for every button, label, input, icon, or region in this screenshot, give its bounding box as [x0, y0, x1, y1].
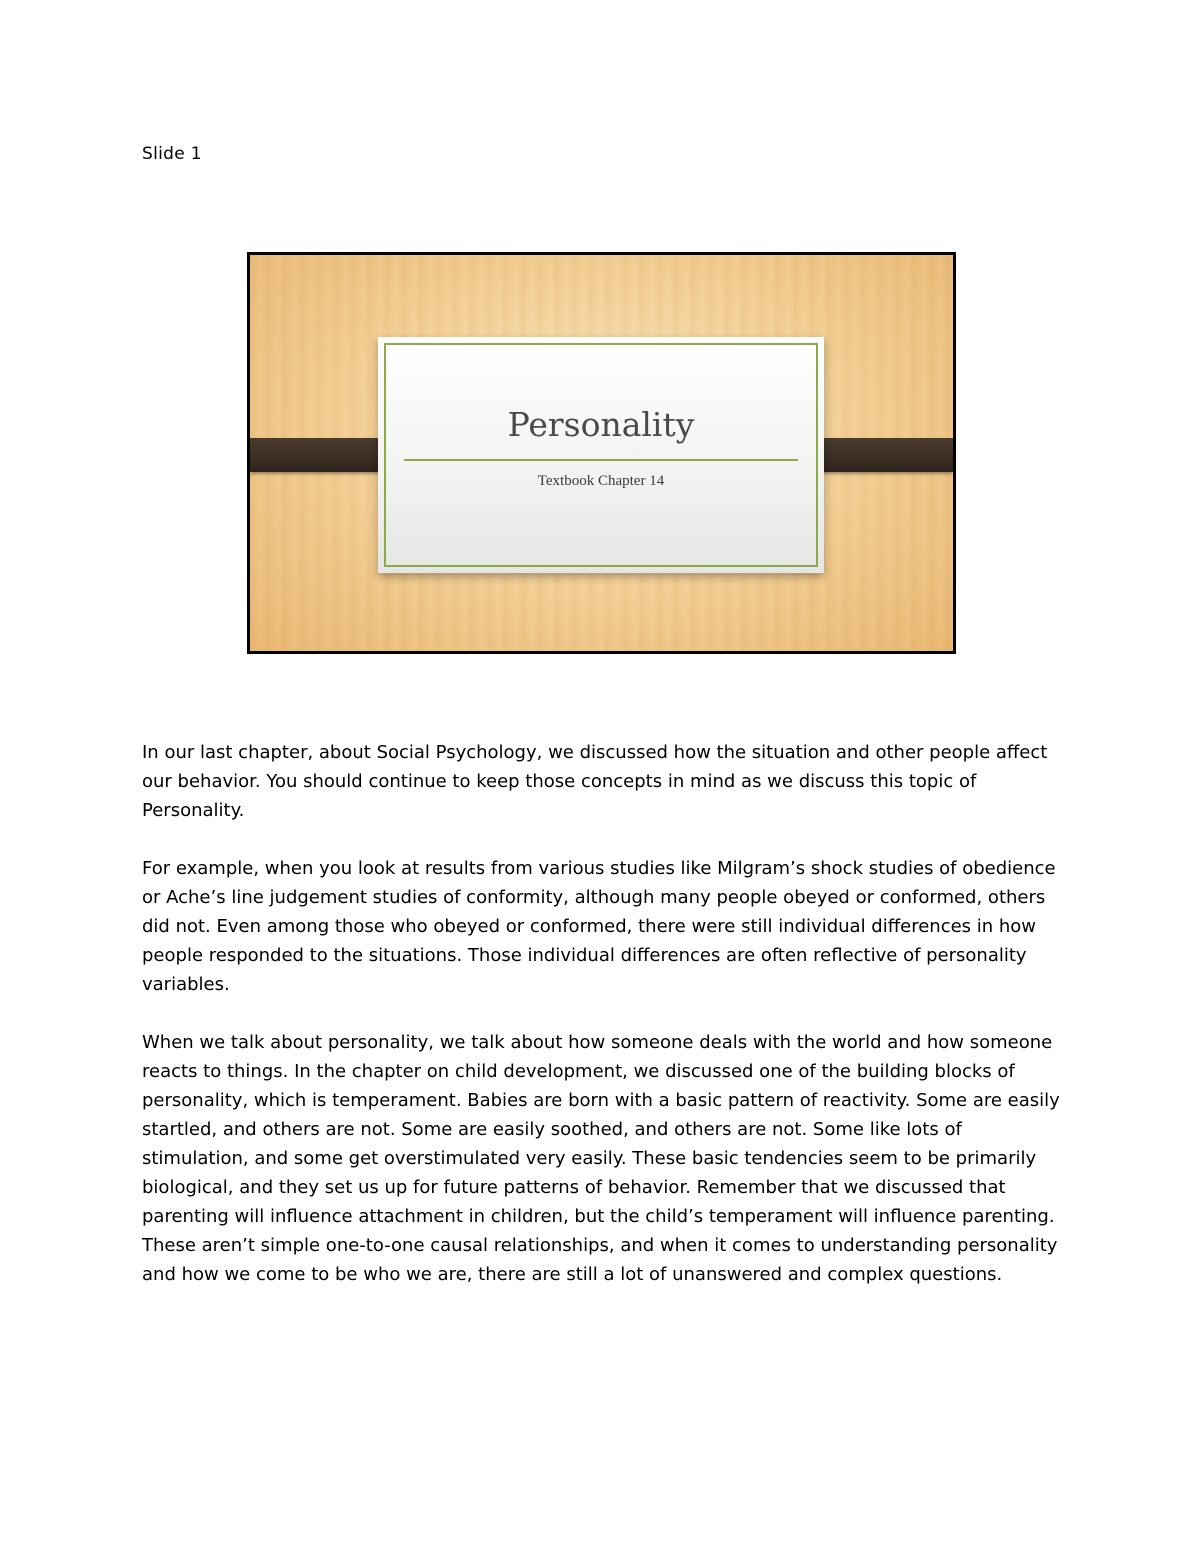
paragraph-example-studies: For example, when you look at results from various studies like Milgram’s shock studies of obedience or Ache’s line judgement studies of conformity, although many people obeyed or conformed, others did not. Even among those who obeyed or conformed, there were still individual differences in how people responded to the situations. Those individual differences are often reflective of personality variables.: [142, 858, 1056, 995]
slide-thumbnail: [247, 252, 956, 654]
paragraph-social-psychology: In our last chapter, about Social Psychology, we discussed how the situation and other people affect our behavior. You should continue to keep those concepts in mind as we discuss this topic of Personality.: [142, 742, 1048, 821]
notes-body: [142, 738, 1072, 1318]
slide-ribbon-right: [813, 438, 953, 472]
paragraph-temperament: When we talk about personality, we talk about how someone deals with the world and how someone reacts to things. In the chapter on child development, we discussed one of the building blocks of personality, which is temperament. Babies are born with a basic pattern of reactivity. Some are easily startled, and others are not. Some are easily soothed, and others are not. Some like lots of stimulation, and some get overstimulated very easily. These basic tendencies seem to be primarily biological, and they set us up for future patterns of behavior. Remember that we discussed that parenting will influence attachment in children, but the child’s temperament will influence parenting. These aren’t simple one-to-one causal relationships, and when it comes to understanding personality and how we come to be who we are, there are still a lot of unanswered and complex questions.: [142, 1032, 1060, 1285]
slide-subtitle: Textbook Chapter 14: [537, 473, 665, 489]
title-rule: [404, 459, 798, 461]
slide-title-card: [378, 337, 824, 573]
card-border: [384, 343, 818, 567]
slide-ribbon-left: [250, 438, 392, 472]
slide-label: Slide 1: [142, 144, 202, 164]
slide-title: Personality: [507, 405, 695, 444]
